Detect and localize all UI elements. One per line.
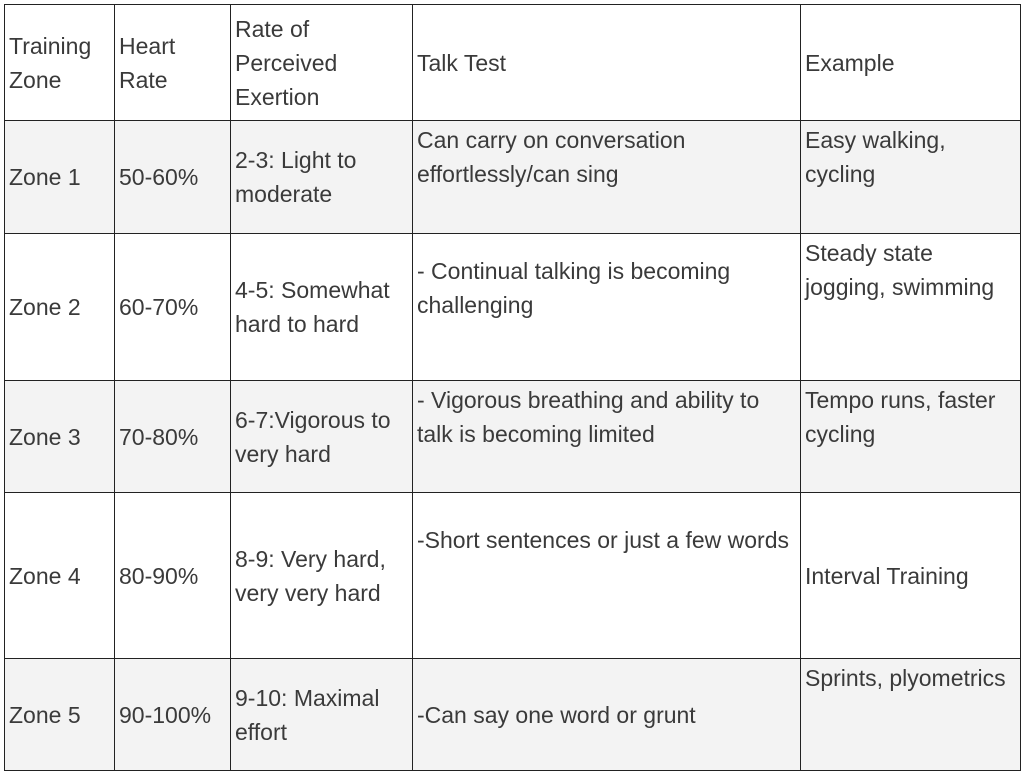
header-cell-heart-rate: Heart Rate: [115, 5, 231, 121]
table-row: [5, 234, 1021, 381]
cell-zone: Zone 1: [5, 121, 115, 234]
cell-example: Sprints, plyometrics: [801, 659, 1021, 771]
cell-talk-test: -Short sentences or just a few words: [413, 493, 801, 659]
cell-exertion: 6-7:Vigorous to very hard: [231, 381, 413, 493]
cell-talk-test: - Continual talking is becoming challenging: [413, 234, 801, 381]
cell-exertion: 9-10: Maximal effort: [231, 659, 413, 771]
cell-zone: Zone 2: [5, 234, 115, 381]
header-cell-talk-test: Talk Test: [413, 5, 801, 121]
table-row: [5, 659, 1021, 771]
cell-zone: Zone 3: [5, 381, 115, 493]
header-cell-training-zone: Training Zone: [5, 5, 115, 121]
cell-heart-rate: 90-100%: [115, 659, 231, 771]
cell-talk-test: -Can say one word or grunt: [413, 659, 801, 771]
cell-example: Tempo runs, faster cycling: [801, 381, 1021, 493]
cell-heart-rate: 80-90%: [115, 493, 231, 659]
cell-talk-test: - Vigorous breathing and ability to talk is becoming limited: [413, 381, 801, 493]
table-row: [5, 493, 1021, 659]
training-zones-table: [4, 4, 1021, 771]
header-cell-example: Example: [801, 5, 1021, 121]
cell-heart-rate: 70-80%: [115, 381, 231, 493]
table-header-row: [5, 5, 1021, 121]
header-cell-perceived-exertion: Rate of Perceived Exertion: [231, 5, 413, 121]
cell-example: Easy walking, cycling: [801, 121, 1021, 234]
table-container: [4, 4, 1021, 771]
table-row: [5, 381, 1021, 493]
cell-exertion: 2-3: Light to moderate: [231, 121, 413, 234]
cell-talk-test: Can carry on conversation effortlessly/can sing: [413, 121, 801, 234]
cell-example: Interval Training: [801, 493, 1021, 659]
cell-exertion: 4-5: Somewhat hard to hard: [231, 234, 413, 381]
cell-zone: Zone 4: [5, 493, 115, 659]
cell-heart-rate: 50-60%: [115, 121, 231, 234]
table-row: [5, 121, 1021, 234]
cell-exertion: 8-9: Very hard, very very hard: [231, 493, 413, 659]
cell-example: Steady state jogging, swimming: [801, 234, 1021, 381]
cell-zone: Zone 5: [5, 659, 115, 771]
cell-heart-rate: 60-70%: [115, 234, 231, 381]
